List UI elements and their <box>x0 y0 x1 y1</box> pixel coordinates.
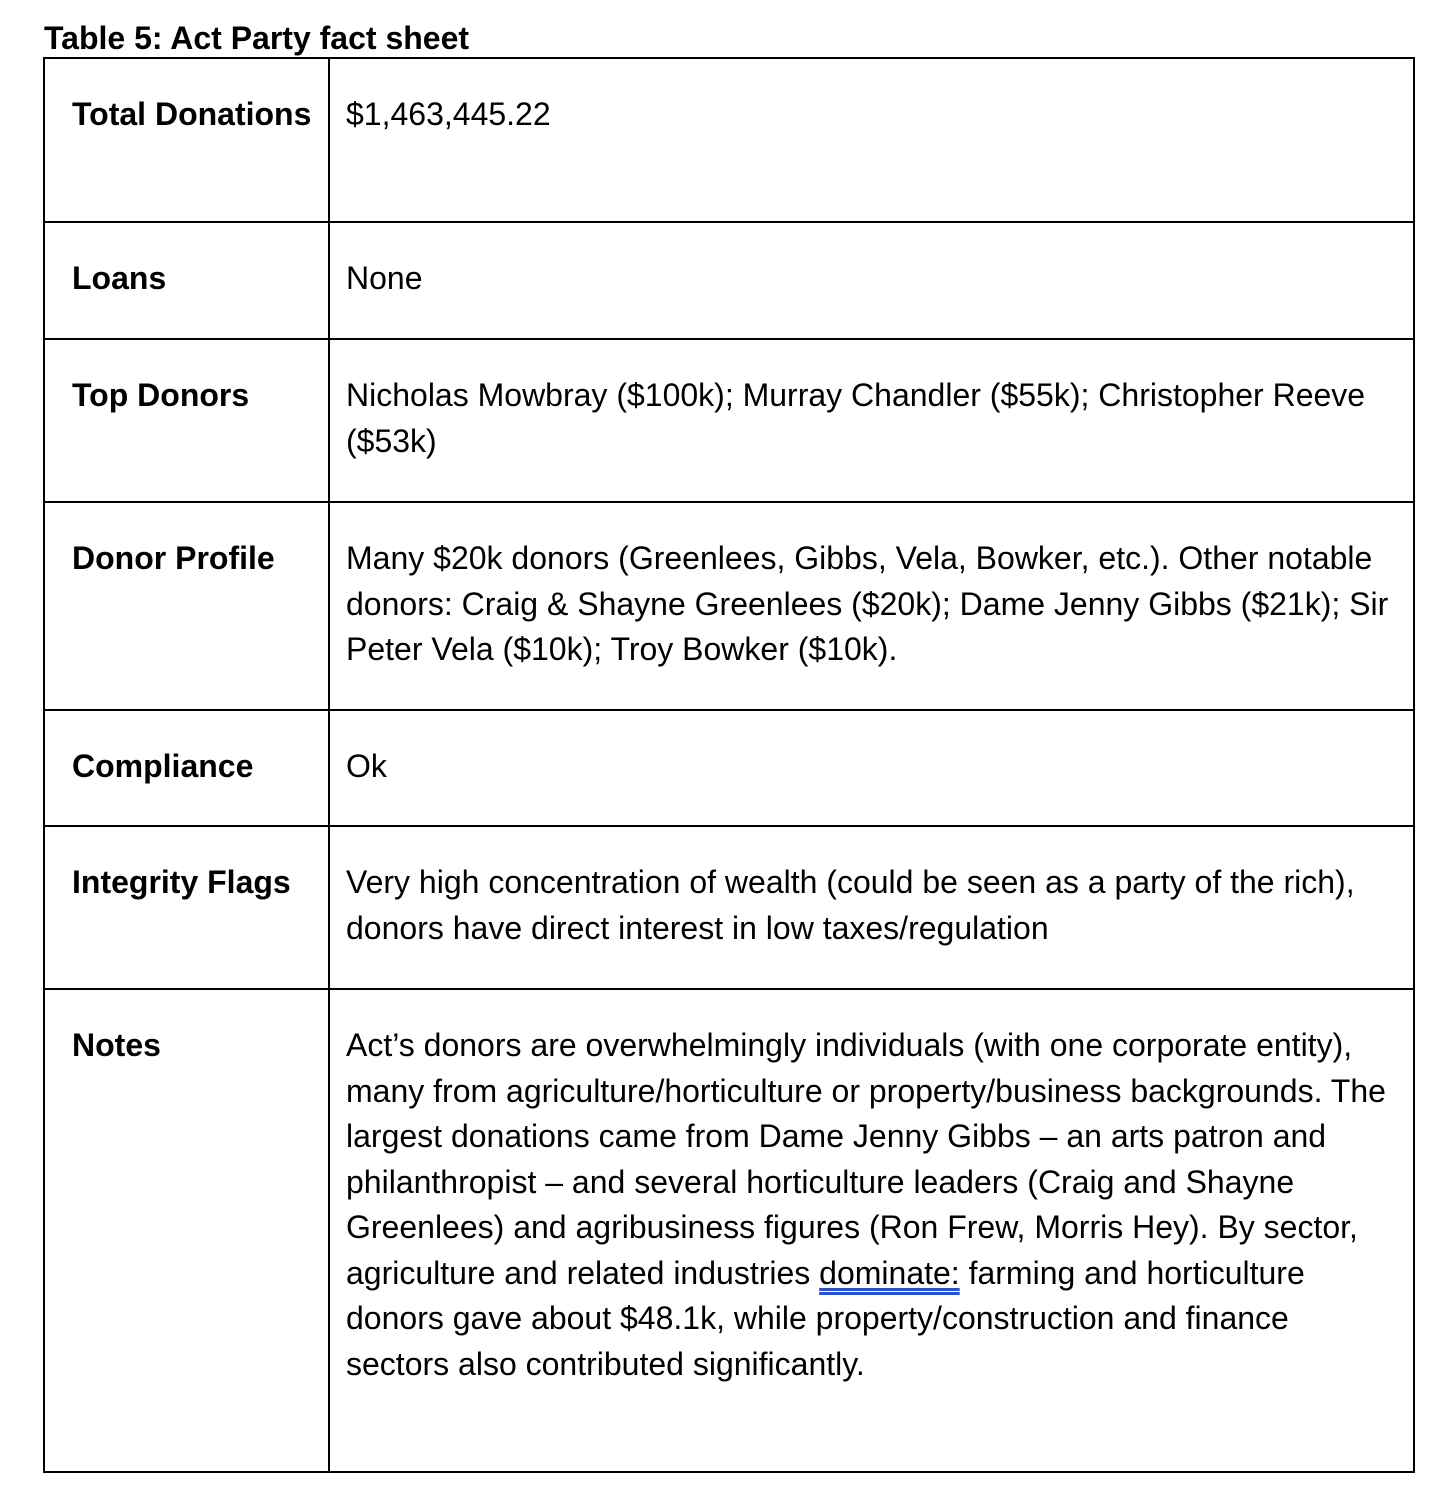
row-label-total-donations: Total Donations <box>44 58 329 222</box>
row-label-donor-profile: Donor Profile <box>44 502 329 710</box>
table-row <box>44 502 1414 710</box>
table-row <box>44 989 1414 1472</box>
row-value-total-donations: $1,463,445.22 <box>329 58 1414 222</box>
table-caption: Table 5: Act Party fact sheet <box>44 20 470 56</box>
row-value-compliance: Ok <box>329 710 1414 826</box>
table-row <box>44 58 1414 222</box>
table-row <box>44 222 1414 339</box>
notes-text-start: Act’s donors are overwhelmingly individuals (with one corporate entity), many from agriculture/horticulture or property/business backgrounds. The largest donations came from Dame Jenny Gibbs – an arts patron and philanthropist – and several horticulture leaders (Craig and Shayne Greenlees) and agribusiness figures (Ron Frew, Morris Hey). By sector, agriculture and related industries <box>346 1027 1386 1291</box>
row-label-top-donors: Top Donors <box>44 339 329 502</box>
row-label-loans: Loans <box>44 222 329 339</box>
row-value-integrity-flags: Very high concentration of wealth (could be seen as a party of the rich), donors have direct interest in low taxes/regulation <box>329 826 1414 989</box>
notes-link-dominate[interactable]: dominate: <box>819 1254 960 1291</box>
row-label-compliance: Compliance <box>44 710 329 826</box>
row-label-integrity-flags: Integrity Flags <box>44 826 329 989</box>
row-value-loans: None <box>329 222 1414 339</box>
fact-sheet-table <box>43 57 1415 1473</box>
table-row <box>44 339 1414 502</box>
row-label-notes: Notes <box>44 989 329 1472</box>
row-value-notes <box>329 989 1414 1472</box>
row-value-donor-profile: Many $20k donors (Greenlees, Gibbs, Vela, Bowker, etc.). Other notable donors: Craig & Shayne Greenlees ($20k); Dame Jenny Gibbs ($21k); Sir Peter Vela ($10k); Troy Bowker ($10k). <box>329 502 1414 710</box>
row-value-top-donors: Nicholas Mowbray ($100k); Murray Chandler ($55k); Christopher Reeve ($53k) <box>329 339 1414 502</box>
notes-text-end: farming and horticulture donors gave about $48.1k, while property/construction and finance sectors also contributed significantly. <box>346 1254 1305 1382</box>
table-row <box>44 710 1414 826</box>
table-row <box>44 826 1414 989</box>
